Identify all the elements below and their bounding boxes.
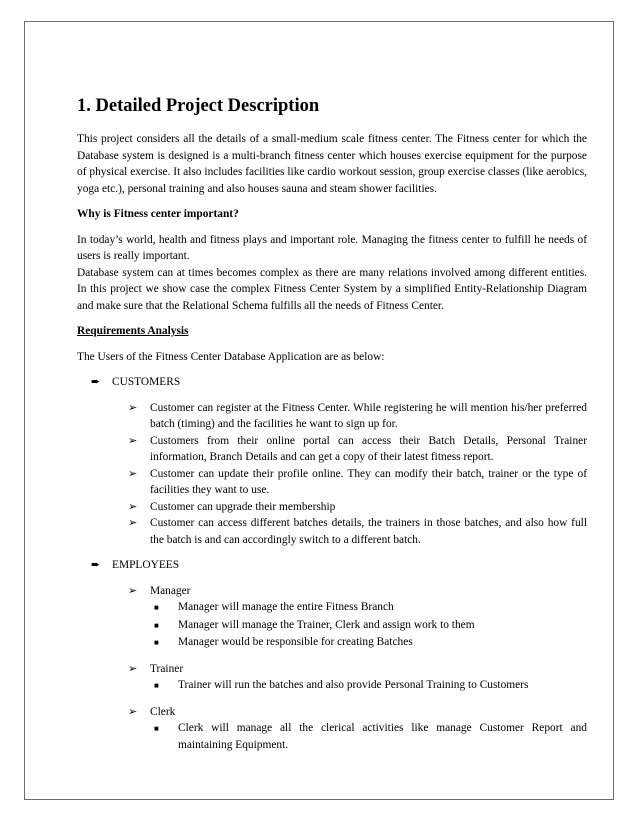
list-item [128,515,587,548]
customer-requirement: Customer can access different batches details, the trainers in those batches, and also how full the batch is and can accordingly switch to a different batch. [150,517,587,546]
role-name: Manager [150,584,191,597]
manager-duty: Manager will manage the Trainer, Clerk and assign work to them [178,618,475,631]
clerk-duty: Clerk will manage all the clerical activities like manage Customer Report and maintaining Equipment. [178,722,587,751]
arrowhead-bullet-icon: ➢ [128,467,138,480]
trainer-duty: Trainer will run the batches and also provide Personal Training to Customers [178,679,529,691]
arrowhead-bullet-icon: ➢ [128,517,138,529]
arrowhead-bullet-icon: ➢ [128,662,138,675]
square-bullet-icon: ■ [154,638,159,647]
customer-requirement: Customers from their online portal can access their Batch Details, Personal Trainer information, Branch Details and can get a copy of their latest fitness report. [150,434,587,463]
role-trainer [128,661,587,678]
arrow-bullet-icon: ➨ [91,559,101,571]
users-intro: The Users of the Fitness Center Database Application are as below: [77,350,385,363]
customer-requirement: Customer can upgrade their membership [150,500,336,513]
list-item [154,720,587,753]
list-item [128,433,587,466]
square-bullet-icon: ■ [154,724,159,733]
arrowhead-bullet-icon: ➢ [128,401,138,414]
manager-duty: Manager would be responsible for creating Batches [178,636,413,648]
square-bullet-icon: ■ [154,620,159,630]
role-manager [128,583,587,600]
role-clerk [128,704,587,721]
employees-heading [91,557,587,574]
customer-requirement: Customer can register at the Fitness Center. While registering he will mention his/her preferred batch (timing) and the facilities he want to sign up for. [150,401,587,430]
role-name: Clerk [150,705,176,718]
page-content [77,94,587,753]
arrowhead-bullet-icon: ➢ [128,500,138,513]
employees-label: EMPLOYEES [112,559,180,571]
list-item [154,634,587,652]
arrow-bullet-icon: ➨ [91,376,101,388]
list-item [128,400,587,433]
why-heading: Why is Fitness center important? [77,208,239,220]
customer-requirement: Customer can update their profile online. They can modify their batch, trainer or the type of facilities they want to use. [150,467,587,496]
list-item [128,499,587,516]
arrowhead-bullet-icon: ➢ [128,705,138,718]
square-bullet-icon: ■ [154,681,159,690]
document-page [24,21,614,800]
customers-label: CUSTOMERS [112,376,181,388]
square-bullet-icon: ■ [154,603,159,612]
list-item [154,617,587,635]
manager-duty: Manager will manage the entire Fitness Branch [178,601,394,613]
customers-heading [91,374,587,391]
list-item [154,599,587,617]
intro-paragraph: This project considers all the details of a small-medium scale fitness center. The Fitness center for which the Database system is designed is a multi-branch fitness center which houses exercise equipment for the purpose of physical exercise. It also includes facilities like cardio workout session, group exercise classes (like aerobics, yoga etc.), personal training and also houses sauna and steam shower facilities. [77,133,587,195]
requirements-heading: Requirements Analysis [77,325,189,337]
arrowhead-bullet-icon: ➢ [128,584,138,597]
arrowhead-bullet-icon: ➢ [128,434,138,447]
list-item [154,677,587,695]
section-title: 1. Detailed Project Description [77,96,320,116]
list-item [128,466,587,499]
why-paragraph-2: Database system can at times becomes complex as there are many relations involved among different entities. In this project we show case the complex Fitness Center System by a simplified Entity-Relationship Diagram and make sure that the Relational Schema fulfills all the needs of Fitness Center. [77,266,587,312]
why-paragraph-1: In today’s world, health and fitness plays and important role. Managing the fitness center to fulfill he needs of users is really important. [77,233,587,262]
role-name: Trainer [150,662,184,675]
